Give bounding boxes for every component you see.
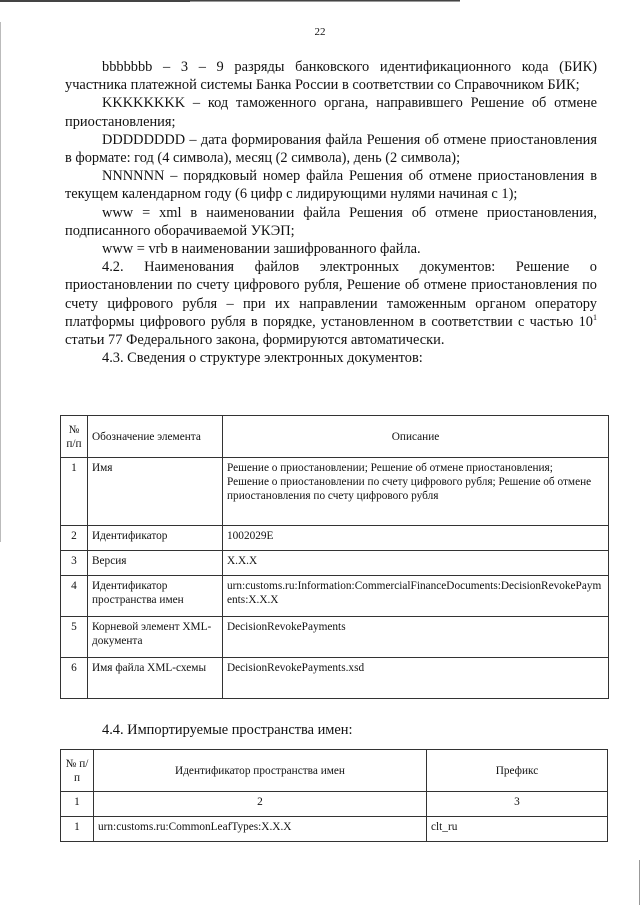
row-element: Имя файла XML-схемы [88, 658, 223, 699]
row-num: 2 [61, 526, 88, 551]
table-row [61, 817, 608, 842]
paragraph-customs-code: KKKKKKKK – код таможенного органа, направившего Решение об отмене приостановления; [65, 95, 597, 130]
paragraph-www-xml: www = xml в наименовании файла Решения об отмене приостановления, подписанного оборачиваемой УКЭП; [65, 204, 597, 239]
column-numbers-row [61, 792, 608, 817]
body-text [65, 58, 597, 367]
paragraph-www-vrb: www = vrb в наименовании зашифрованного файла. [102, 241, 421, 258]
table-row [61, 458, 609, 526]
header-namespace: Идентификатор пространства имен [94, 750, 427, 792]
header-prefix: Префикс [427, 750, 608, 792]
row-num: 3 [61, 551, 88, 576]
superscript: 1 [593, 312, 597, 322]
namespaces-table [60, 749, 608, 842]
column-number: 2 [94, 792, 427, 817]
paragraph-4-2-text-end: статьи 77 Федерального закона, формируются автоматически. [65, 332, 445, 349]
row-description: DecisionRevokePayments [223, 617, 609, 658]
scan-edge-top-faint [190, 1, 460, 2]
row-element: Идентификатор [88, 526, 223, 551]
row-prefix: clt_ru [427, 817, 608, 842]
paragraph-4-3: 4.3. Сведения о структуре электронных документов: [102, 350, 423, 367]
row-element: Имя [88, 458, 223, 526]
table-header-row [61, 750, 608, 792]
header-num: № п/п [61, 750, 94, 792]
header-element: Обозначение элемента [88, 416, 223, 458]
row-num: 5 [61, 617, 88, 658]
table-row [61, 658, 609, 699]
structure-table [60, 415, 609, 699]
paragraph-sequence-number: NNNNNN – порядковый номер файла Решения об отмене приостановления в текущем календарном году (6 цифр с лидирующими нулями начиная с 1); [65, 168, 597, 203]
header-description: Описание [223, 416, 609, 458]
table-row [61, 551, 609, 576]
column-number: 3 [427, 792, 608, 817]
row-num: 1 [61, 817, 94, 842]
row-description: urn:customs.ru:Information:CommercialFinanceDocuments:DecisionRevokePayments:X.X.X [223, 576, 609, 617]
page-number: 22 [314, 26, 326, 38]
row-element: Версия [88, 551, 223, 576]
paragraph-4-2 [65, 258, 597, 349]
row-element: Корневой элемент XML-документа [88, 617, 223, 658]
row-num: 1 [61, 458, 88, 526]
row-num: 6 [61, 658, 88, 699]
paragraph-bik: bbbbbbb – 3 – 9 разряды банковского идентификационного кода (БИК) участника платежной системы Банка России в соответствии со Справочником БИК; [65, 59, 597, 94]
row-namespace: urn:customs.ru:CommonLeafTypes:X.X.X [94, 817, 427, 842]
paragraph-date: DDDDDDDD – дата формирования файла Решения об отмене приостановления в формате: год (4 символа), месяц (2 символа), день (2 символа); [65, 131, 597, 167]
section-heading-4-4: 4.4. Импортируемые пространства имен: [102, 722, 353, 738]
header-num: № п/п [61, 416, 88, 458]
table-header-row [61, 416, 609, 458]
row-element: Идентификатор пространства имен [88, 576, 223, 617]
row-description: X.X.X [223, 551, 609, 576]
scan-edge-left [0, 22, 1, 542]
row-description: Решение о приостановлении; Решение об отмене приостановления; Решение о приостановлении по счету цифрового рубля; Решение об отмене приостановления по счету цифрового рубля [223, 458, 609, 526]
row-description: DecisionRevokePayments.xsd [223, 658, 609, 699]
table-row [61, 576, 609, 617]
table-row [61, 526, 609, 551]
table-row [61, 617, 609, 658]
row-num: 4 [61, 576, 88, 617]
row-description: 1002029E [223, 526, 609, 551]
paragraph-4-2-text: 4.2. Наименования файлов электронных документов: Решение о приостановлении по счету цифрового рубля, Решение об отмене приостановления по счету цифрового рубля – при их направлении таможенным органом оператору платформы цифрового рубля в порядке, установленном в соответствии с частью 10 [65, 259, 597, 330]
column-number: 1 [61, 792, 94, 817]
